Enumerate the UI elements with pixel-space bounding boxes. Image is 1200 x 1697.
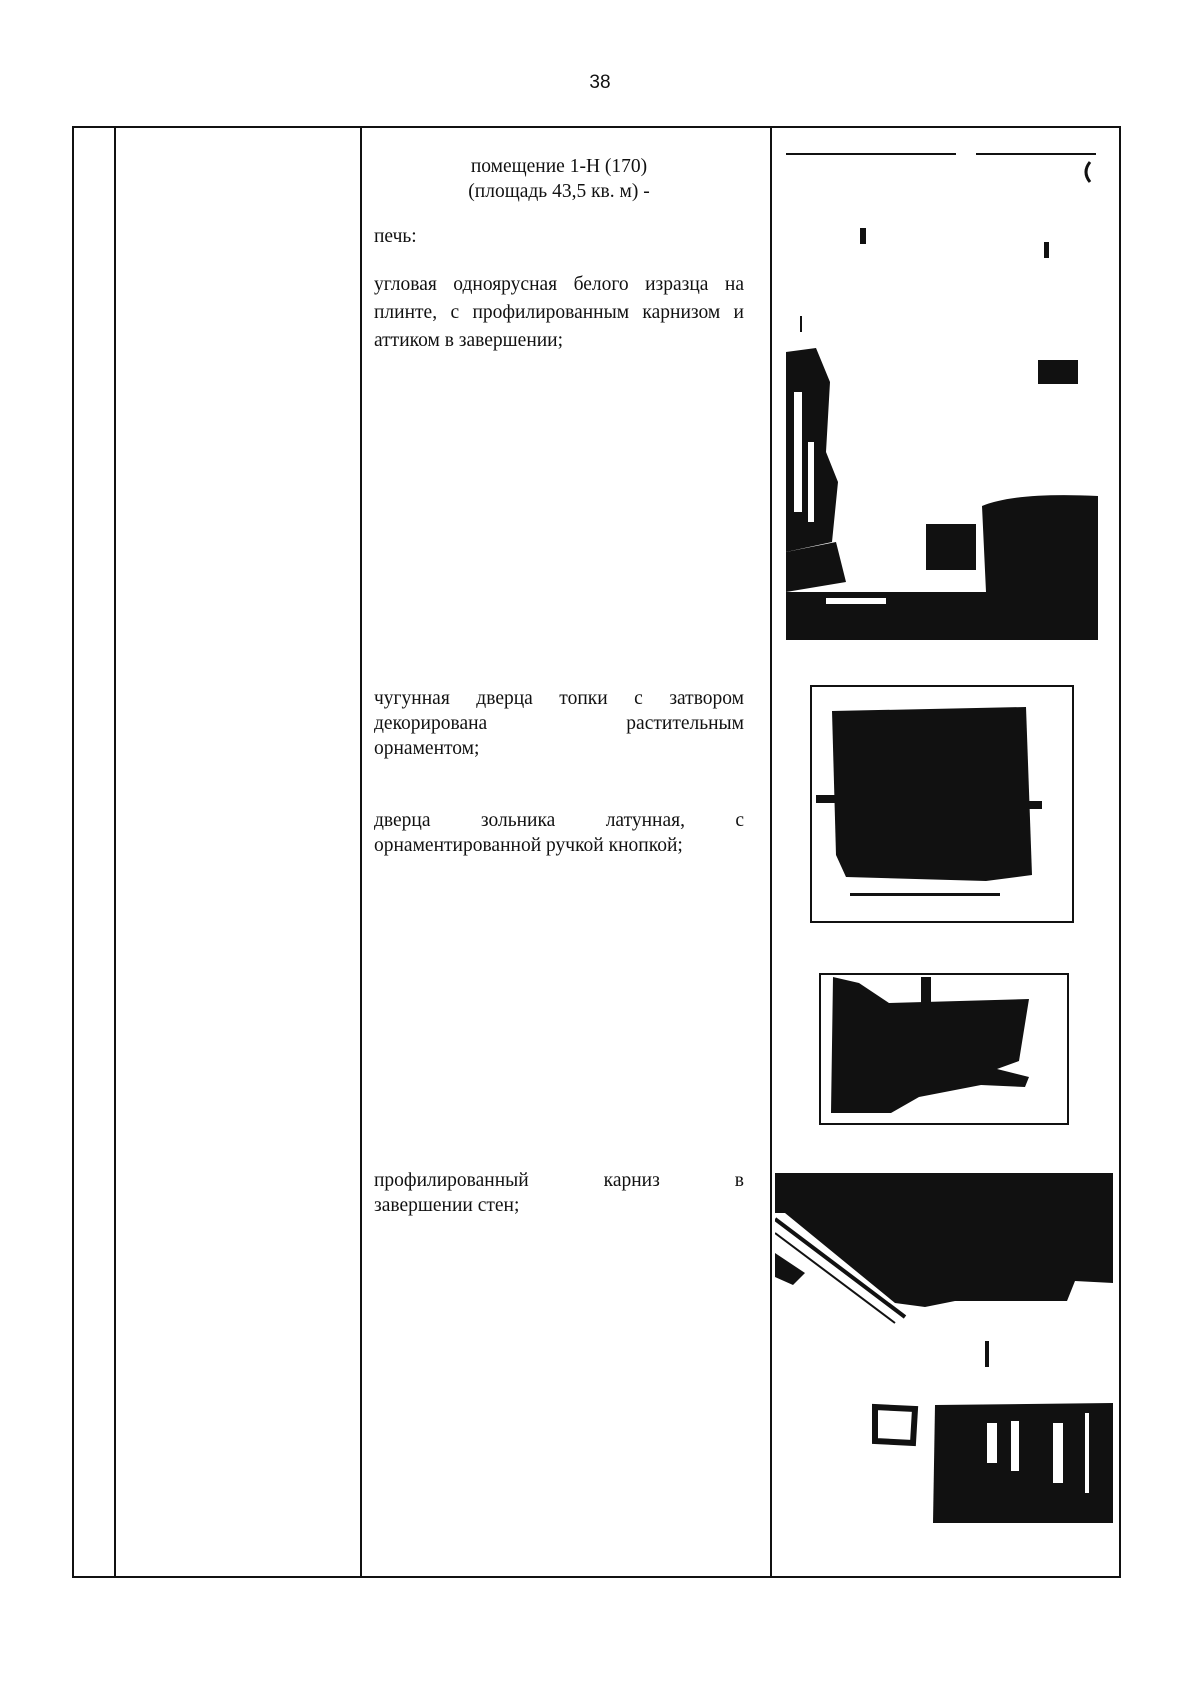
room-title: помещение 1-Н (170) [470, 156, 648, 177]
column-divider-1 [114, 128, 116, 1576]
cornice-block [374, 1168, 744, 1218]
ash-door-line-2: орнаментированной ручкой кнопкой; [374, 835, 683, 856]
firebox-door-block [374, 686, 744, 761]
room-area: (площадь 43,5 кв. м) - [468, 181, 650, 202]
firebox-door-line-1: чугунная дверца топки с затвором [374, 688, 744, 709]
stove-photo [786, 152, 1098, 640]
stove-label: печь: [374, 226, 417, 247]
firebox-door-line-3: орнаментом; [374, 738, 480, 759]
cornice-photo [775, 1173, 1113, 1523]
description-column [374, 154, 744, 1216]
column-divider-3 [770, 128, 772, 1576]
ash-door-block [374, 808, 744, 858]
stove-description: угловая одноярусная белого изразца на плинте, с профилированным карнизом и аттиком в завершении; [374, 274, 744, 351]
ash-door-photo [819, 973, 1069, 1125]
ash-door-line-1: дверца зольника латунная, с [374, 810, 744, 831]
page-number: 38 [589, 72, 611, 93]
column-divider-2 [360, 128, 362, 1576]
firebox-door-line-2: декорирована растительным [374, 713, 744, 734]
firebox-door-photo [810, 685, 1074, 923]
cornice-line-1: профилированный карниз в [374, 1170, 744, 1191]
cornice-line-2: завершении стен; [374, 1195, 520, 1216]
